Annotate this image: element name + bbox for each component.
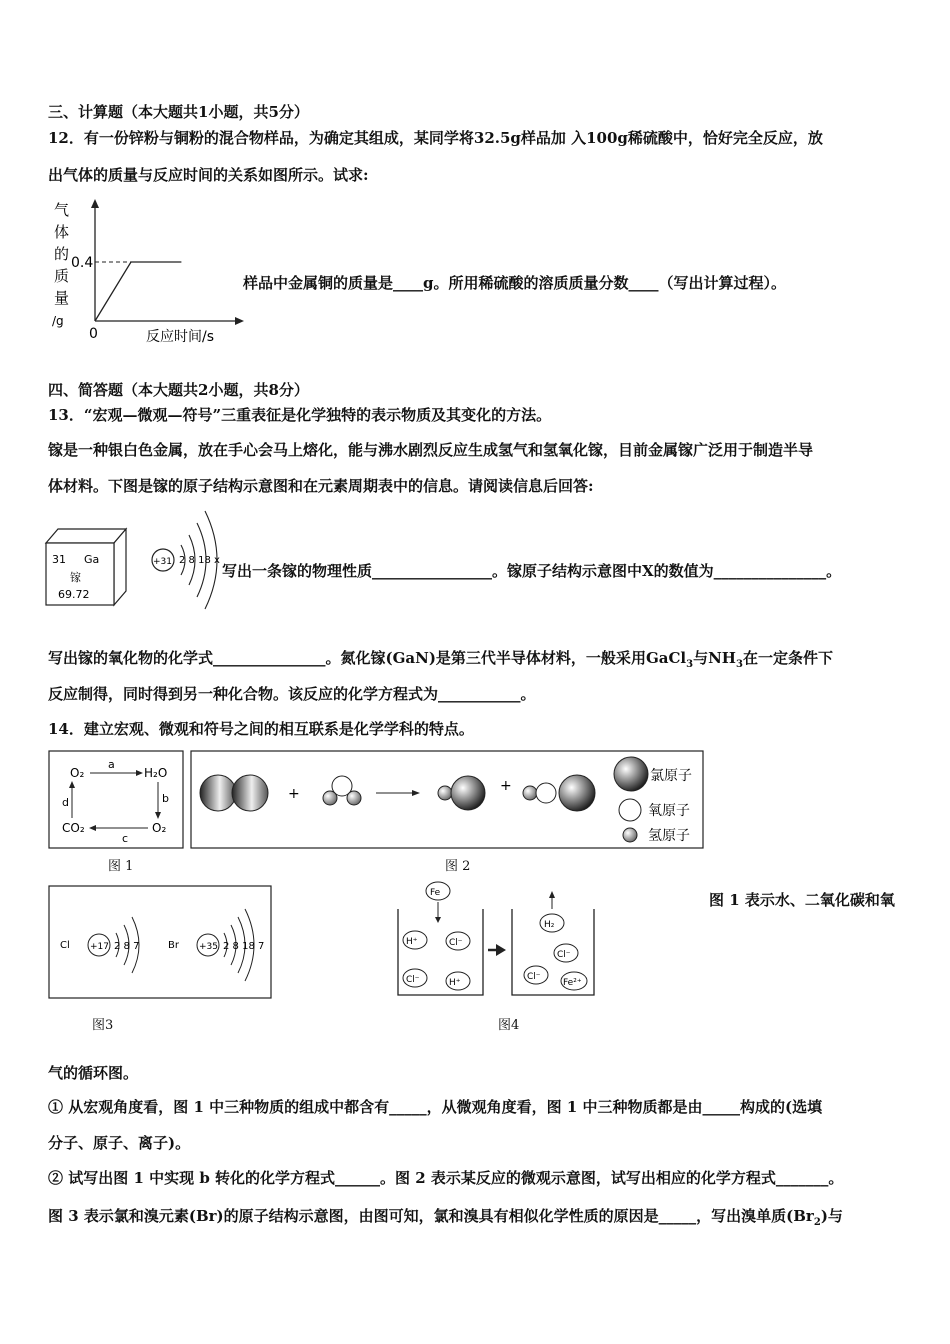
fig3-caption: 图3 [92, 1018, 114, 1033]
section4-heading: 四、简答题（本大题共2小题，共8分） [48, 381, 309, 399]
section3-heading: 三、计算题（本大题共1小题，共5分） [48, 103, 309, 121]
cl-atom [559, 775, 595, 811]
ga-name: 镓 [70, 571, 81, 584]
subscript-3: 3 [735, 659, 743, 670]
ga-shells: 2 8 18 x [179, 555, 220, 566]
fig1-caption: 图 1 [108, 859, 134, 874]
q13-line5-part: 与NH [693, 649, 736, 667]
chart-ylabel-char: 体 [54, 223, 70, 241]
chart-ylabel-char: /g [52, 314, 64, 328]
legend-cl-label: 氯原子 [650, 768, 692, 784]
ga-atomic-mass: 69.72 [58, 588, 90, 601]
q14-line1: 14．建立宏观、微观和符号之间的相互联系是化学学科的特点。 [48, 720, 474, 738]
fig2-reaction-diagram [190, 750, 704, 850]
fig1-label-d: d [62, 796, 69, 809]
legend-o-atom [619, 799, 641, 821]
fig1-label-a: a [108, 758, 115, 771]
fig4-fe2: Fe²⁺ [563, 978, 582, 988]
gallium-periodic-box [42, 525, 132, 610]
fig1-cycle-diagram [48, 750, 184, 850]
legend-h-label: 氢原子 [648, 828, 690, 844]
q12-answer: 样品中金属铜的质量是____g。所用稀硫酸的溶质质量分数____（写出计算过程）。 [243, 274, 786, 292]
fig3-br-symbol: Br [168, 940, 179, 951]
q12-line2: 出气体的质量与反应时间的关系如图所示。试求: [48, 166, 369, 184]
legend-cl-atom [614, 757, 648, 791]
legend-h-atom [623, 828, 637, 842]
fig1-label-c: c [122, 832, 129, 845]
q13-line4: 写出一条镓的物理性质________________。镓原子结构示意图中X的数值为_______________。 [222, 562, 842, 580]
gas-mass-chart [40, 195, 245, 345]
chart-ylabel-char: 的 [54, 245, 70, 263]
fig4-beaker-diagram [388, 875, 602, 1003]
fig1-o2-top: O₂ [70, 766, 85, 780]
cl-atom [451, 776, 485, 810]
origin-label: 0 [89, 326, 98, 342]
gas-series-line [95, 262, 181, 321]
q14-line6 [48, 1206, 843, 1233]
q14-line5: ② 试写出图 1 中实现 b 转化的化学方程式______。图 2 表示某反应的微观示意图，试写出相应的化学方程式_______。 [48, 1169, 844, 1187]
fig2-caption: 图 2 [445, 859, 471, 874]
h-atom [347, 791, 361, 805]
q13-line2: 镓是一种银白色金属，放在手心会马上熔化，能与沸水剧烈反应生成氢气和氢氧化镓，目前金属镓广泛用于制造半导 [48, 441, 814, 459]
q14-line4: 分子、原子、离子)。 [48, 1134, 191, 1152]
fig4-cl-minus: Cl⁻ [557, 950, 571, 960]
fig3-cl-symbol: Cl [60, 940, 70, 951]
chart-ylabel [52, 201, 69, 328]
fig2-plus: + [500, 778, 512, 794]
chart-ylabel-char: 质 [54, 267, 70, 285]
fig1-h2o: H₂O [144, 766, 168, 780]
fig1-label-b: b [162, 792, 169, 805]
q14-line6-part: 图 3 表示氯和溴元素(Br)的原子结构示意图，由图可知，氯和溴具有相似化学性质的原因是_____，写出溴单质(Br [48, 1207, 814, 1225]
q14-line6-part: )与 [820, 1207, 843, 1225]
subscript-3: 3 [686, 659, 694, 670]
fig1-o2-bottom: O₂ [152, 821, 167, 835]
fig4-fe: Fe [430, 888, 441, 898]
q14-line3: ① 从宏观角度看，图 1 中三种物质的组成中都含有_____，从微观角度看，图 1 中三种物质都是由_____构成的(选填 [48, 1098, 823, 1116]
fig3-atom-diagrams [48, 885, 272, 999]
fig2-plus: + [288, 786, 300, 802]
fig4-h-plus: H⁺ [449, 978, 461, 988]
fig4-arrow [496, 944, 506, 956]
fig4-h2: H₂ [544, 920, 555, 930]
chart-ylabel-char: 量 [54, 289, 70, 307]
x-axis-arrow [235, 317, 244, 325]
q14-side-text: 图 1 表示水、二氧化碳和氧 [709, 891, 895, 909]
gallium-atom-diagram [145, 505, 225, 615]
fig3-br-shells: 2 8 18 7 [223, 941, 265, 952]
ga-symbol: Ga [84, 553, 100, 566]
h-atom [323, 791, 337, 805]
q13-line5-part: 写出镓的氧化物的化学式_______________。氮化镓(GaN)是第三代半导体材料，一般采用GaCl [48, 649, 687, 667]
fig3-br-nucleus: +35 [199, 942, 218, 952]
legend-o-label: 氧原子 [648, 803, 690, 819]
fig4-cl-minus: Cl⁻ [527, 972, 541, 982]
chart-ylabel-char: 气 [54, 201, 70, 219]
q13-line3: 体材料。下图是镓的原子结构示意图和在元素周期表中的信息。请阅读信息后回答: [48, 477, 594, 495]
h-atom [523, 786, 537, 800]
q13-line6: 反应制得，同时得到另一种化合物。该反应的化学方程式为___________。 [48, 685, 536, 703]
ga-nucleus: +31 [153, 557, 172, 567]
cl-atom [232, 775, 268, 811]
y-tick-label: 0.4 [71, 255, 94, 271]
q13-line5-part: 在一定条件下 [742, 649, 833, 667]
fig4-cl-minus: Cl⁻ [406, 975, 420, 985]
fig3-cl-nucleus: +17 [90, 942, 109, 952]
fig4-h-plus: H⁺ [406, 937, 418, 947]
cl-atom [200, 775, 236, 811]
q13-line5 [48, 648, 833, 675]
o-atom [536, 783, 556, 803]
h-atom [438, 786, 452, 800]
q13-line1: 13．“宏观—微观—符号”三重表征是化学独特的表示物质及其变化的方法。 [48, 406, 552, 424]
q14-line2: 气的循环图。 [48, 1064, 139, 1082]
fig3-cl-shells: 2 8 7 [114, 941, 140, 952]
x-axis-label: 反应时间/s [146, 329, 215, 345]
q12-line1: 12．有一份锌粉与铜粉的混合物样品，为确定其组成，某同学将32.5g样品加 入100g稀硫酸中，恰好完全反应，放 [48, 129, 823, 147]
fig4-caption: 图4 [498, 1018, 520, 1033]
ga-atomic-number: 31 [52, 553, 66, 566]
fig1-co2: CO₂ [62, 821, 85, 835]
fig4-cl-minus: Cl⁻ [449, 938, 463, 948]
subscript-2: 2 [813, 1217, 821, 1228]
y-axis-arrow [91, 199, 99, 208]
